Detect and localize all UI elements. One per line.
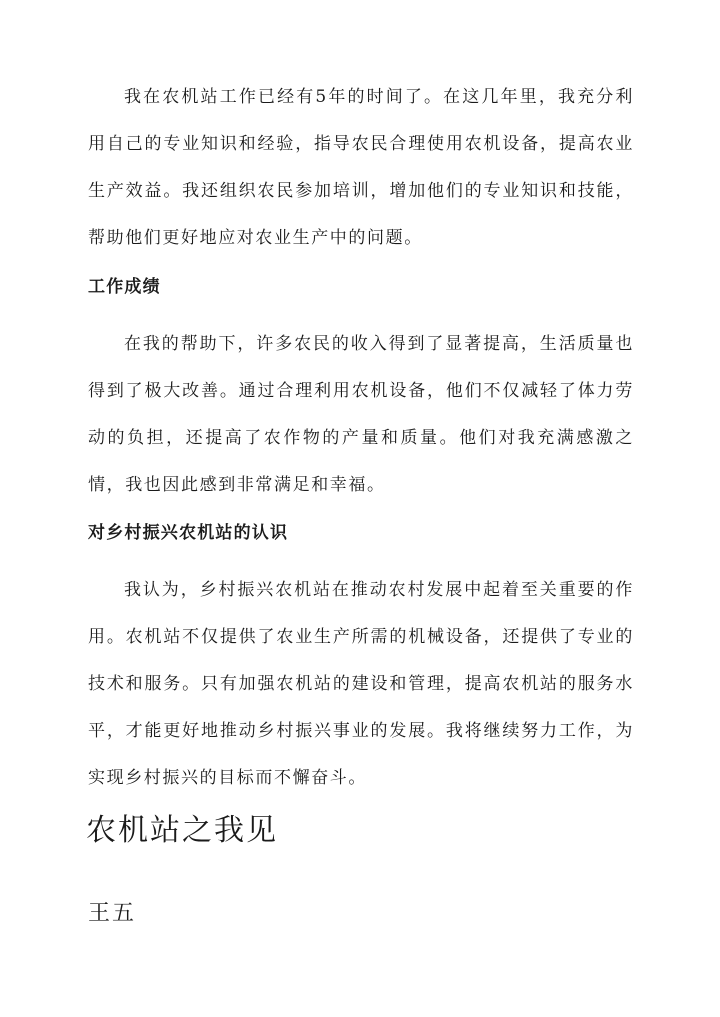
understanding-paragraph: 我认为，乡村振兴农机站在推动农村发展中起着至关重要的作用。农机站不仅提供了农业生产所需的机械设备，还提供了专业的技术和服务。只有加强农机站的建设和管理，提高农机站的服务水平，才能更好地推动乡村振兴事业的发展。我将继续努力工作，为实现乡村振兴的目标而不懈奋斗。 <box>88 580 634 788</box>
understanding-heading: 对乡村振兴农机站的认识 <box>88 523 289 543</box>
achievements-heading: 工作成绩 <box>88 277 161 297</box>
achievements-paragraph: 在我的帮助下，许多农民的收入得到了显著提高，生活质量也得到了极大改善。通过合理利用农机设备，他们不仅减轻了体力劳动的负担，还提高了农作物的产量和质量。他们对我充满感激之情，我也因此感到非常满足和幸福。 <box>88 334 634 495</box>
article-title: 农机站之我见 <box>86 813 278 848</box>
article-author: 王五 <box>88 901 137 926</box>
intro-paragraph: 我在农机站工作已经有5年的时间了。在这几年里，我充分利用自己的专业知识和经验，指导农民合理使用农机设备，提高农业生产效益。我还组织农民参加培训，增加他们的专业知识和技能，帮助他们更好地应对农业生产中的问题。 <box>88 87 634 248</box>
